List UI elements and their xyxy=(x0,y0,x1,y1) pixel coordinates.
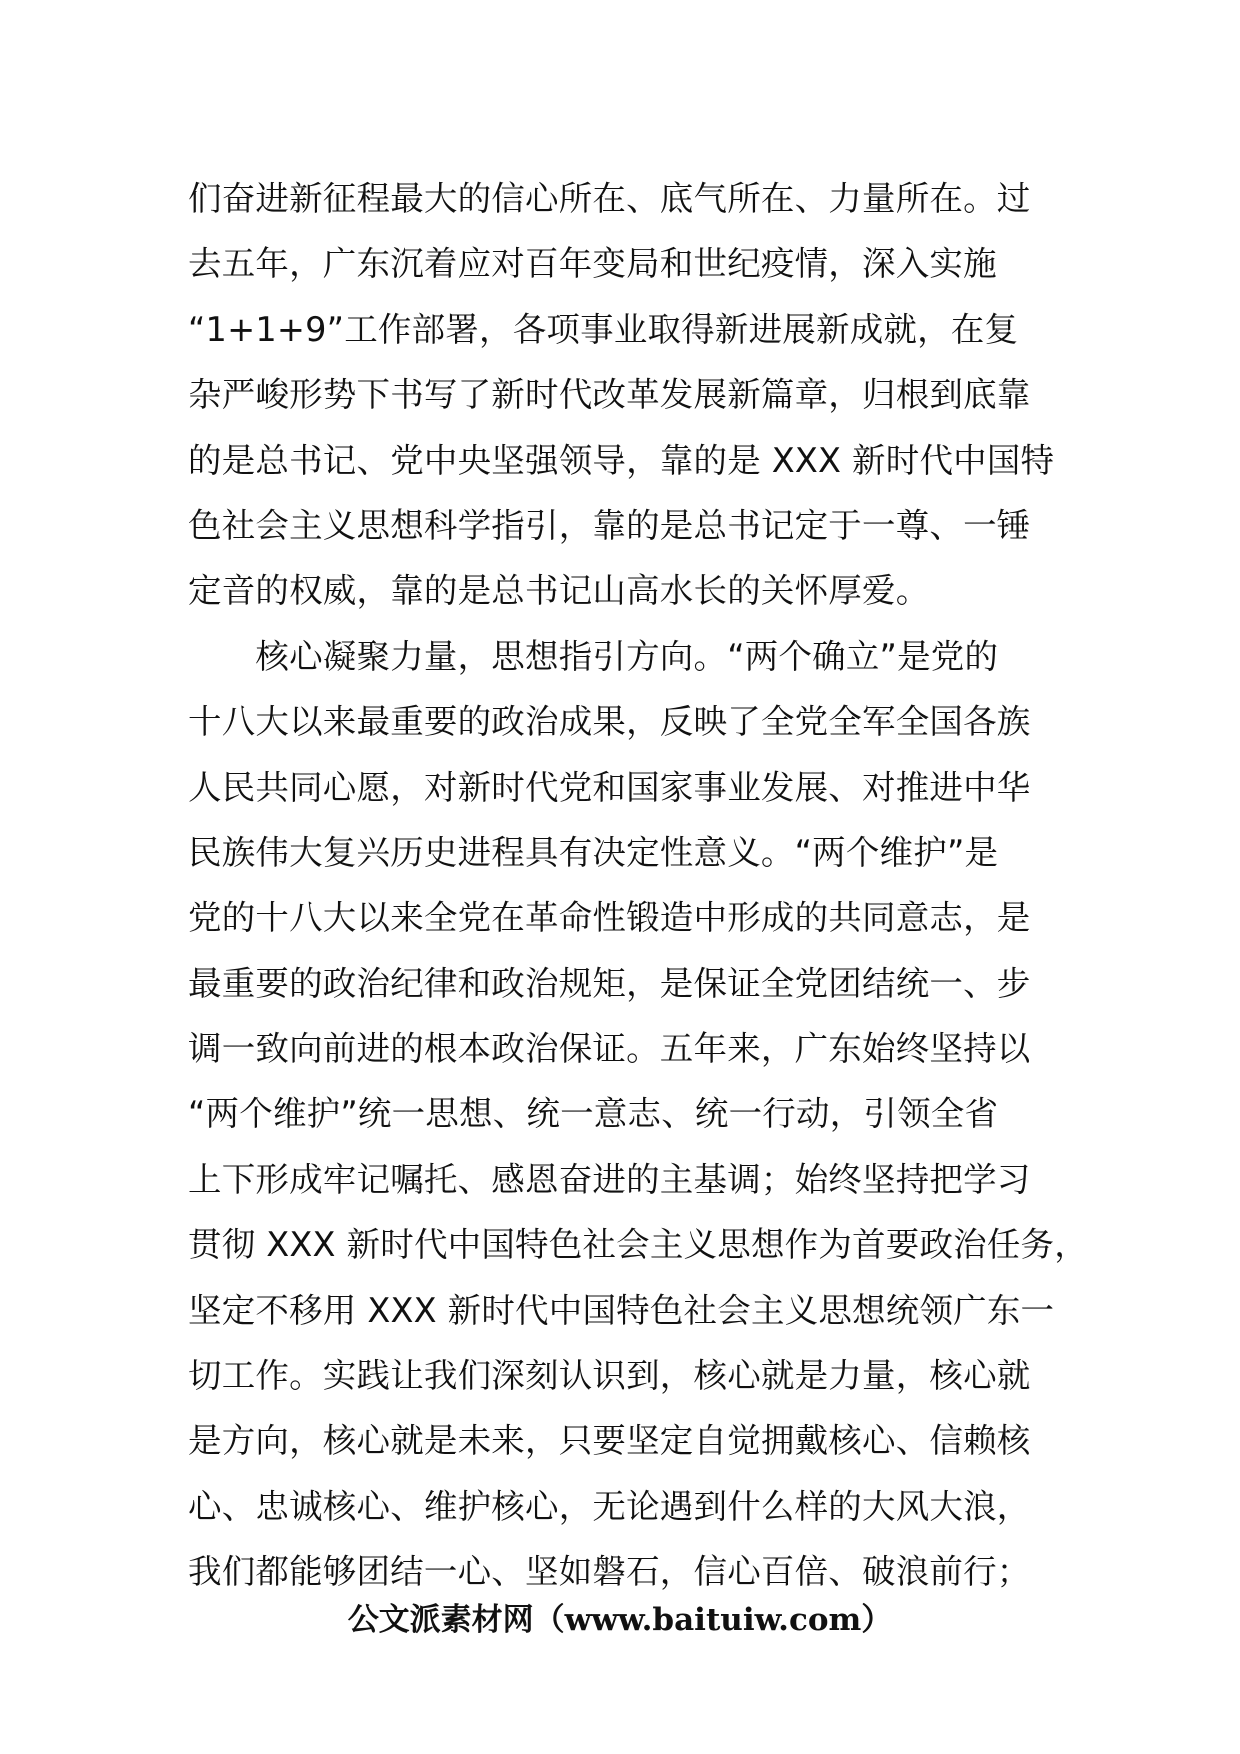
text-line: 是方向，核心就是未来，只要坚定自觉拥戴核心、信赖核 xyxy=(188,1421,1031,1461)
text-line: 调一致向前进的根本政治保证。五年来，广东始终坚持以 xyxy=(188,1029,1031,1069)
text-line: 民族伟大复兴历史进程具有决定性意义。“两个维护”是 xyxy=(188,832,999,872)
text-line: 杂严峻形势下书写了新时代改革发展新篇章，归根到底靠 xyxy=(188,375,1031,415)
text-line: 坚定不移用 XXX 新时代中国特色社会主义思想统领广东一 xyxy=(188,1290,1055,1330)
text-line: 上下形成牢记嘱托、感恩奋进的主基调；始终坚持把学习 xyxy=(188,1159,1031,1199)
document-body xyxy=(188,166,1088,1605)
footer-watermark-text: 公文派素材网（www.baituiw.com） xyxy=(347,1602,893,1638)
text-line: 十八大以来最重要的政治成果，反映了全党全军全国各族 xyxy=(188,702,1031,742)
text-line: 定音的权威，靠的是总书记山高水长的关怀厚爱。 xyxy=(188,571,930,611)
text-line: “两个维护”统一思想、统一意志、统一行动，引领全省 xyxy=(188,1094,999,1134)
text-line: 人民共同心愿，对新时代党和国家事业发展、对推进中华 xyxy=(188,767,1031,807)
text-line: 最重要的政治纪律和政治规矩，是保证全党团结统一、步 xyxy=(188,963,1031,1003)
text-line: 色社会主义思想科学指引，靠的是总书记定于一尊、一锤 xyxy=(188,505,1031,545)
text-line: “1+1+9”工作部署，各项事业取得新进展新成就，在复 xyxy=(188,309,1019,349)
text-line: 切工作。实践让我们深刻认识到，核心就是力量，核心就 xyxy=(188,1356,1031,1396)
text-line: 我们都能够团结一心、坚如磐石，信心百倍、破浪前行； xyxy=(188,1552,1031,1592)
text-line: 核心凝聚力量，思想指引方向。“两个确立”是党的 xyxy=(188,636,999,676)
text-line: 心、忠诚核心、维护核心，无论遇到什么样的大风大浪， xyxy=(188,1486,1031,1526)
text-line: 党的十八大以来全党在革命性锻造中形成的共同意志，是 xyxy=(188,898,1031,938)
text-line: 贯彻 XXX 新时代中国特色社会主义思想作为首要政治任务， xyxy=(188,1225,1088,1265)
text-line: 们奋进新征程最大的信心所在、底气所在、力量所在。过 xyxy=(188,179,1031,218)
text-line: 的是总书记、党中央坚强领导，靠的是 XXX 新时代中国特 xyxy=(188,440,1055,480)
text-line: 去五年，广东沉着应对百年变局和世纪疫情，深入实施 xyxy=(188,244,997,284)
